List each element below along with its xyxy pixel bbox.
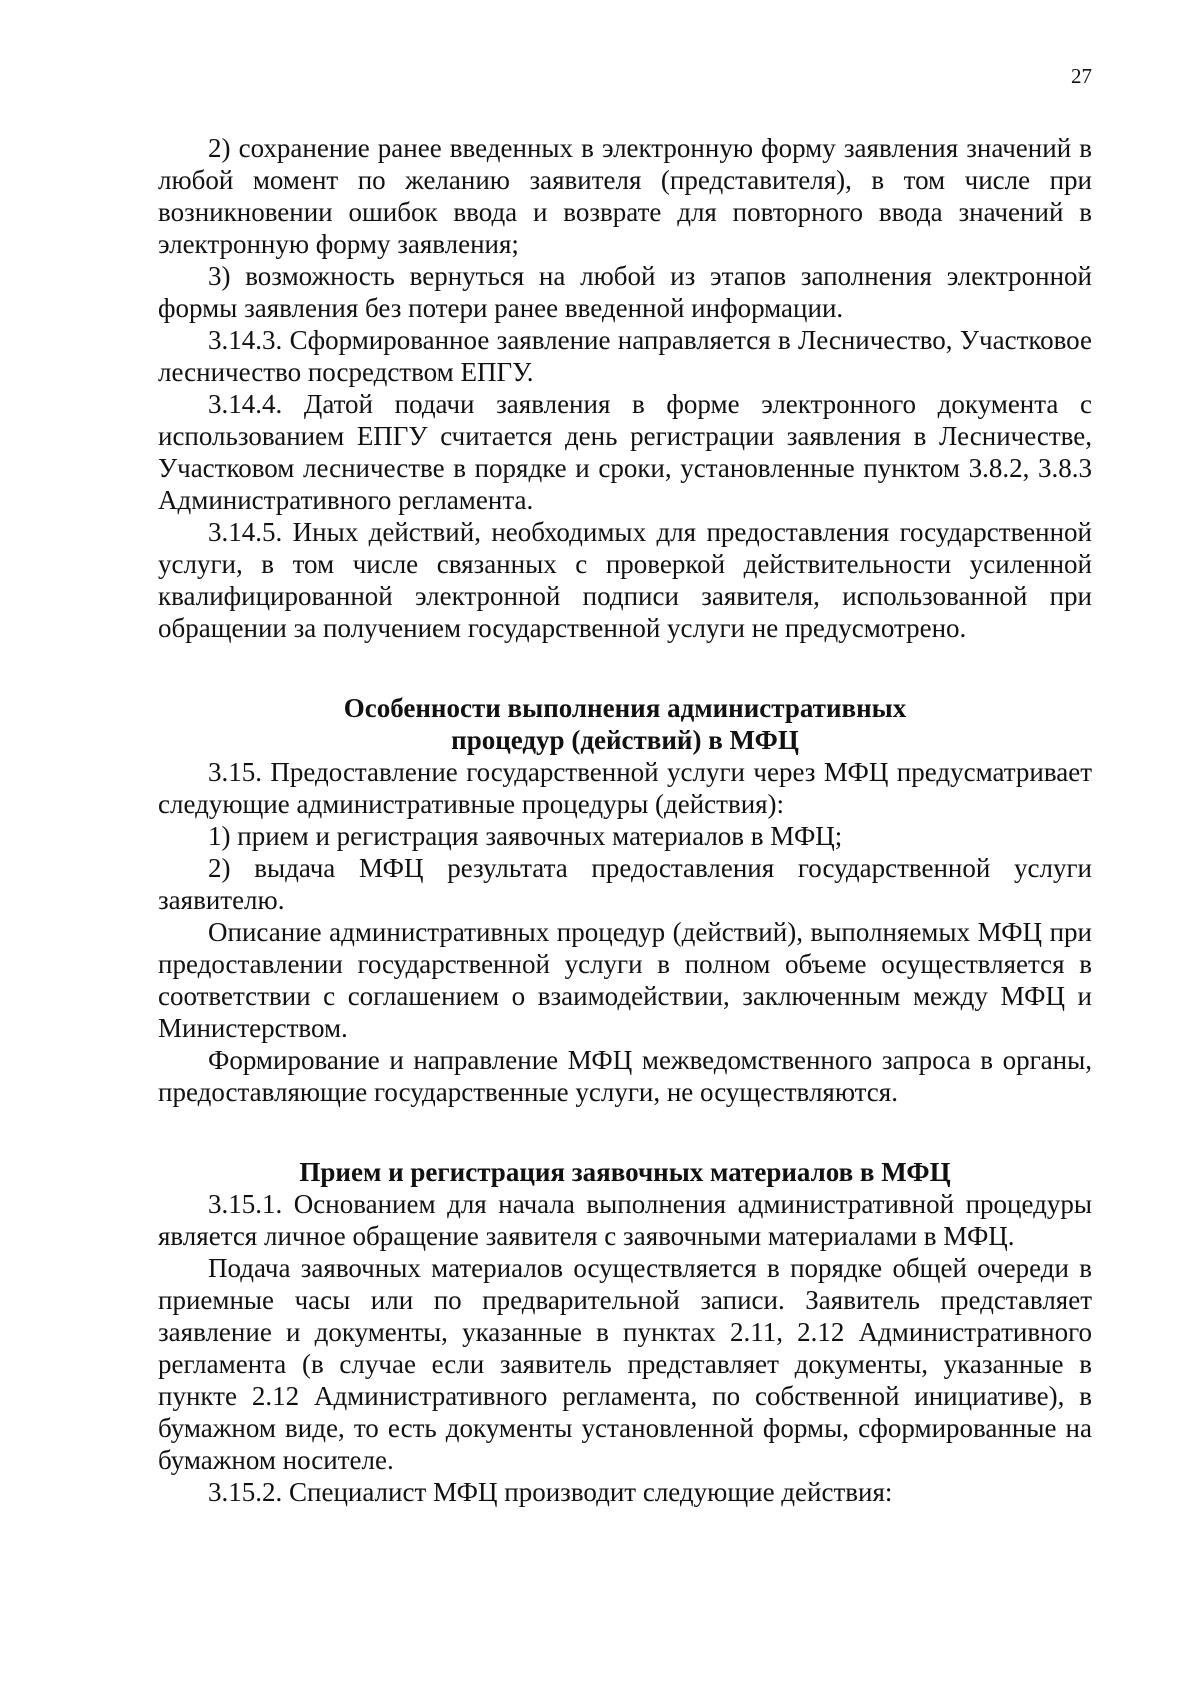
document-body <box>158 132 1092 1508</box>
paragraph-3-15-2: 3.15.2. Специалист МФЦ производит следующие действия: <box>208 1477 893 1507</box>
paragraph-interagency: Формирование и направление МФЦ межведомственного запроса в органы, предоставляющие государственные услуги, не осуществляются. <box>158 1045 1092 1107</box>
paragraph-item-1-mfc: 1) прием и регистрация заявочных материалов в МФЦ; <box>208 821 843 851</box>
page-number: 27 <box>1071 64 1092 88</box>
paragraph-description: Описание административных процедур (действий), выполняемых МФЦ при предоставлении государственной услуги в полном объеме осуществляется в соответствии с соглашением о взаимодействии, заключенным между МФЦ и Министерством. <box>158 917 1092 1043</box>
section-heading-mfc-features <box>158 692 1092 756</box>
section-heading-reception: Прием и регистрация заявочных материалов в МФЦ <box>299 1157 951 1187</box>
paragraph-item-2-mfc: 2) выдача МФЦ результата предоставления государственной услуги заявителю. <box>158 853 1092 915</box>
paragraph-item-2: 2) сохранение ранее введенных в электронную форму заявления значений в любой момент по желанию заявителя (представителя), в том числе при возникновении ошибок ввода и возврате для повторного ввода значений в электронную форму заявления; <box>158 133 1092 259</box>
section-heading-line-2: процедур (действий) в МФЦ <box>451 725 799 755</box>
paragraph-3-14-3: 3.14.3. Сформированное заявление направляется в Лесничество, Участковое лесничество посредством ЕПГУ. <box>158 325 1092 387</box>
section-heading-line-1: Особенности выполнения административных <box>343 693 907 723</box>
paragraph-item-3: 3) возможность вернуться на любой из этапов заполнения электронной формы заявления без потери ранее введенной информации. <box>158 261 1092 323</box>
paragraph-3-15-1: 3.15.1. Основанием для начала выполнения административной процедуры является личное обращение заявителя с заявочными материалами в МФЦ. <box>158 1189 1092 1251</box>
paragraph-3-14-4: 3.14.4. Датой подачи заявления в форме электронного документа с использованием ЕПГУ считается день регистрации заявления в Лесничестве, Участковом лесничестве в порядке и сроки, установленные пунктом 3.8.2, 3.8.3 Административного регламента. <box>158 389 1092 515</box>
paragraph-3-14-5: 3.14.5. Иных действий, необходимых для предоставления государственной услуги, в том числе связанных с проверкой действительности усиленной квалифицированной электронной подписи заявителя, использованной при обращении за получением государственной услуги не предусмотрено. <box>158 517 1092 643</box>
paragraph-submission: Подача заявочных материалов осуществляется в порядке общей очереди в приемные часы или по предварительной записи. Заявитель представляет заявление и документы, указанные в пунктах 2.11, 2.12 Административного регламента (в случае если заявитель представляет документы, указанные в пункте 2.12 Административного регламента, по собственной инициативе), в бумажном виде, то есть документы установленной формы, сформированные на бумажном носителе. <box>158 1253 1092 1475</box>
paragraph-3-15: 3.15. Предоставление государственной услуги через МФЦ предусматривает следующие административные процедуры (действия): <box>158 757 1092 819</box>
